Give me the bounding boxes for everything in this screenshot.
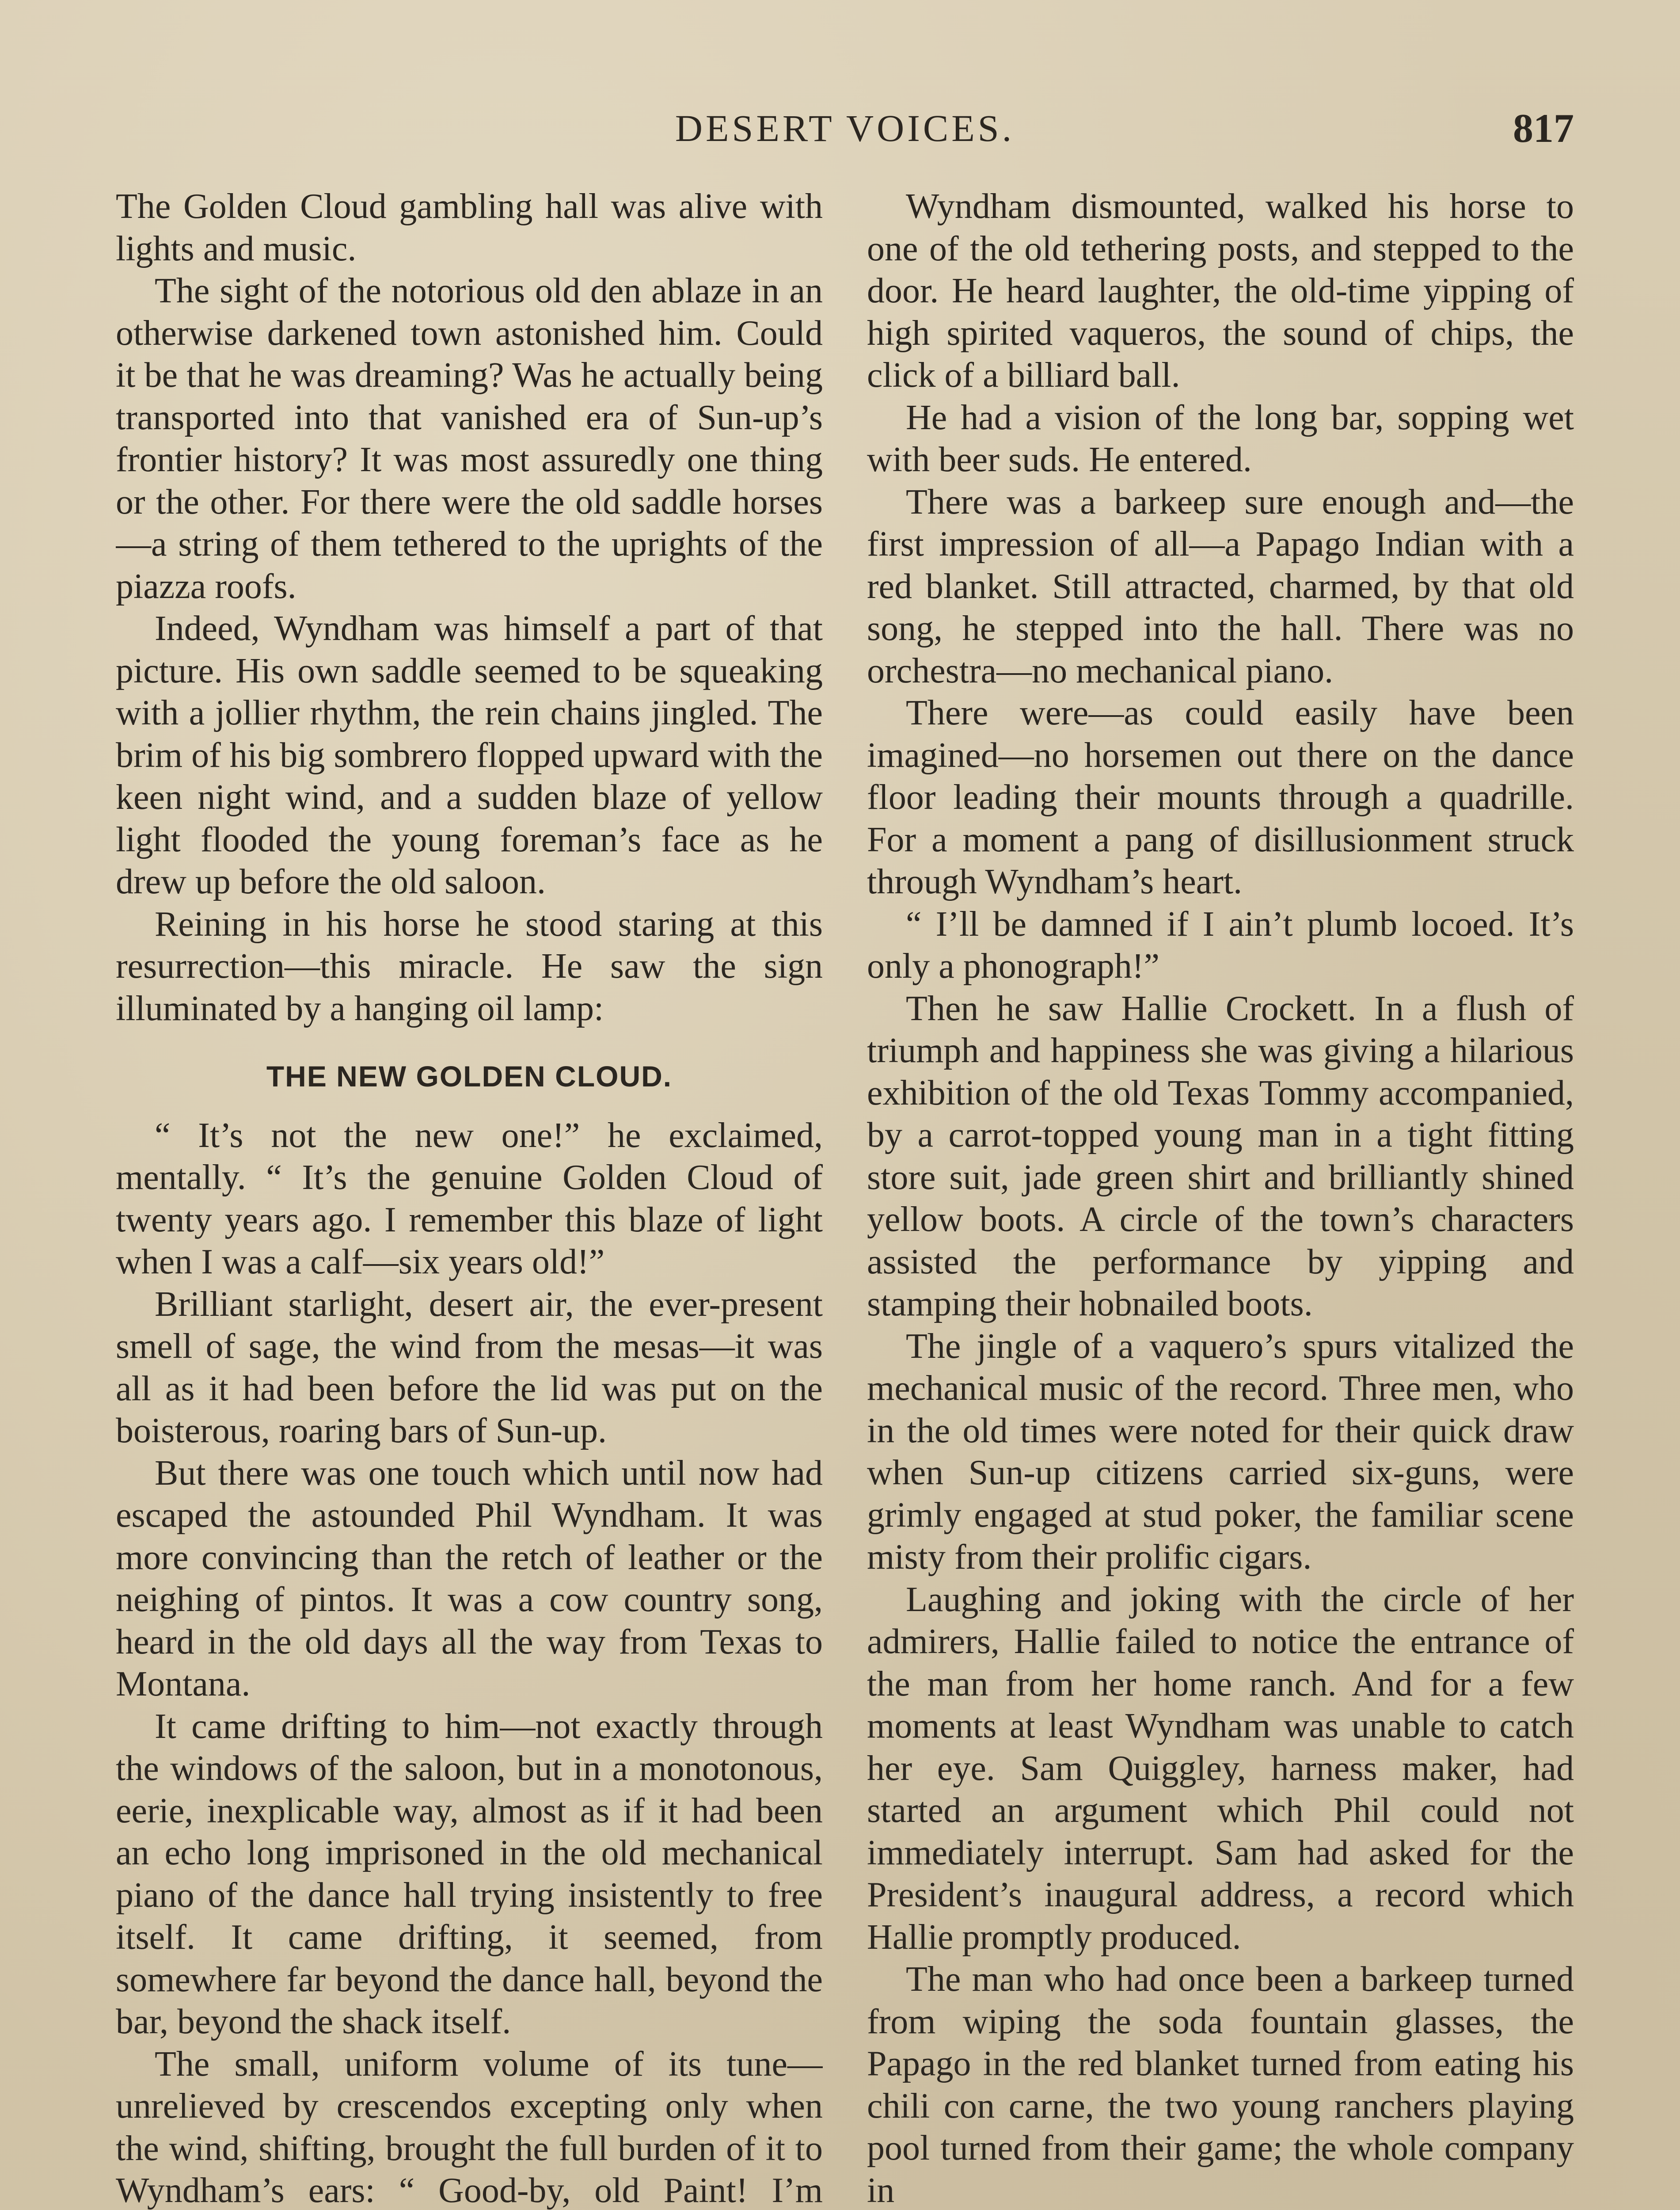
paragraph: Then he saw Hallie Crockett. In a flush of triumph and happiness she was giving a hilarious exhibition of the old Texas Tommy accompanied, by a carrot-topped young man in a tight fitting store suit, jade green shirt and brilliantly shined yellow boots. A circle of the town’s characters assisted the performance by yipping and stamping their hobnailed boots.	[867, 989, 1574, 1323]
paragraph: The small, uniform volume of its tune—unrelieved by crescendos excepting only when the wind, shifting, brought the full burden of it to Wyndham’s ears: “ Good-by, old Paint! I’m	[116, 2044, 823, 2210]
paragraph: But there was one touch which until now had escaped the astounded Phil Wyndham. It was more convincing than the retch of leather or the neighing of pintos. It was a cow country song, heard in the old days all the way from Texas to Montana.	[116, 1453, 823, 1703]
text-columns	[116, 186, 1574, 2210]
paragraph: The jingle of a vaquero’s spurs vitalized the mechanical music of the record. Three men, who in the old times were noted for their quick draw when Sun-up citizens carried six-guns, were grimly engaged at stud poker, the familiar scene misty from their prolific cigars.	[867, 1326, 1574, 1577]
running-title: DESERT VOICES.	[675, 107, 1015, 149]
paragraph: There was a barkeep sure enough and—the first impression of all—a Papago Indian with a red blanket. Still attracted, charmed, by that old song, he stepped into the hall. There was no orchestra—no mechanical piano.	[867, 482, 1574, 690]
paragraph: The man who had once been a barkeep turned from wiping the soda fountain glasses, the Papago in the red blanket turned from eating his chili con carne, the two young ranchers playing pool turned from their game; the whole company in	[867, 1960, 1574, 2210]
page-header	[116, 102, 1574, 155]
paragraph: He had a vision of the long bar, sopping wet with beer suds. He entered.	[867, 398, 1574, 479]
paragraph: Reining in his horse he stood staring at this resurrection—this miracle. He saw the sign illuminated by a hanging oil lamp:	[116, 904, 823, 1028]
paragraph: There were—as could easily have been imagined—no horsemen out there on the dance floor leading their mounts through a quadrille. For a moment a pang of disillusionment struck through Wyndham’s heart.	[867, 693, 1574, 901]
paragraph: Indeed, Wyndham was himself a part of that picture. His own saddle seemed to be squeaking with a jollier rhythm, the rein chains jingled. The brim of his big sombrero flopped upward with the keen night wind, and a sudden blaze of yellow light flooded the young foreman’s face as he drew up before the old saloon.	[116, 609, 823, 901]
paragraph: It came drifting to him—not exactly through the windows of the saloon, but in a monotonous, eerie, inexplicable way, almost as if it had been an echo long imprisoned in the old mechanical piano of the dance hall trying insistently to free itself. It came drifting, it seemed, from somewhere far beyond the dance hall, beyond the bar, beyond the shack itself.	[116, 1707, 823, 2041]
saloon-sign-text: THE NEW GOLDEN CLOUD.	[266, 1060, 673, 1093]
paragraph: Brilliant starlight, desert air, the ever-present smell of sage, the wind from the mesas—it was all as it had been before the lid was put on the boisterous, roaring bars of Sun-up.	[116, 1284, 823, 1450]
paragraph: Laughing and joking with the circle of her admirers, Hallie failed to notice the entrance of the man from her home ranch. And for a few moments at least Wyndham was unable to catch her eye. Sam Quiggley, harness maker, had started an argument which Phil could not immediately interrupt. Sam had asked for the President’s inaugural address, a record which Hallie promptly produced.	[867, 1580, 1574, 1957]
paragraph: The sight of the notorious old den ablaze in an otherwise darkened town astonished him. Could it be that he was dreaming? Was he actually being transported into that vanished era of Sun-up’s frontier history? It was most assuredly one thing or the other. For there were the old saddle horses —a string of them tethered to the uprights of the piazza roofs.	[116, 271, 823, 606]
right-column	[867, 186, 1574, 2210]
left-column	[116, 186, 823, 2210]
paragraph: “ It’s not the new one!” he exclaimed, mentally. “ It’s the genuine Golden Cloud of twenty years ago. I remember this blaze of light when I was a calf—six years old!”	[116, 1116, 823, 1281]
page-number: 817	[1513, 106, 1574, 151]
paragraph: The Golden Cloud gambling hall was alive with lights and music.	[116, 187, 823, 268]
paragraph: “ I’ll be damned if I ain’t plumb locoed. It’s only a phonograph!”	[867, 904, 1574, 986]
paragraph: Wyndham dismounted, walked his horse to one of the old tethering posts, and stepped to the door. He heard laughter, the old-time yipping of high spirited vaqueros, the sound of chips, the click of a billiard ball.	[867, 187, 1574, 395]
